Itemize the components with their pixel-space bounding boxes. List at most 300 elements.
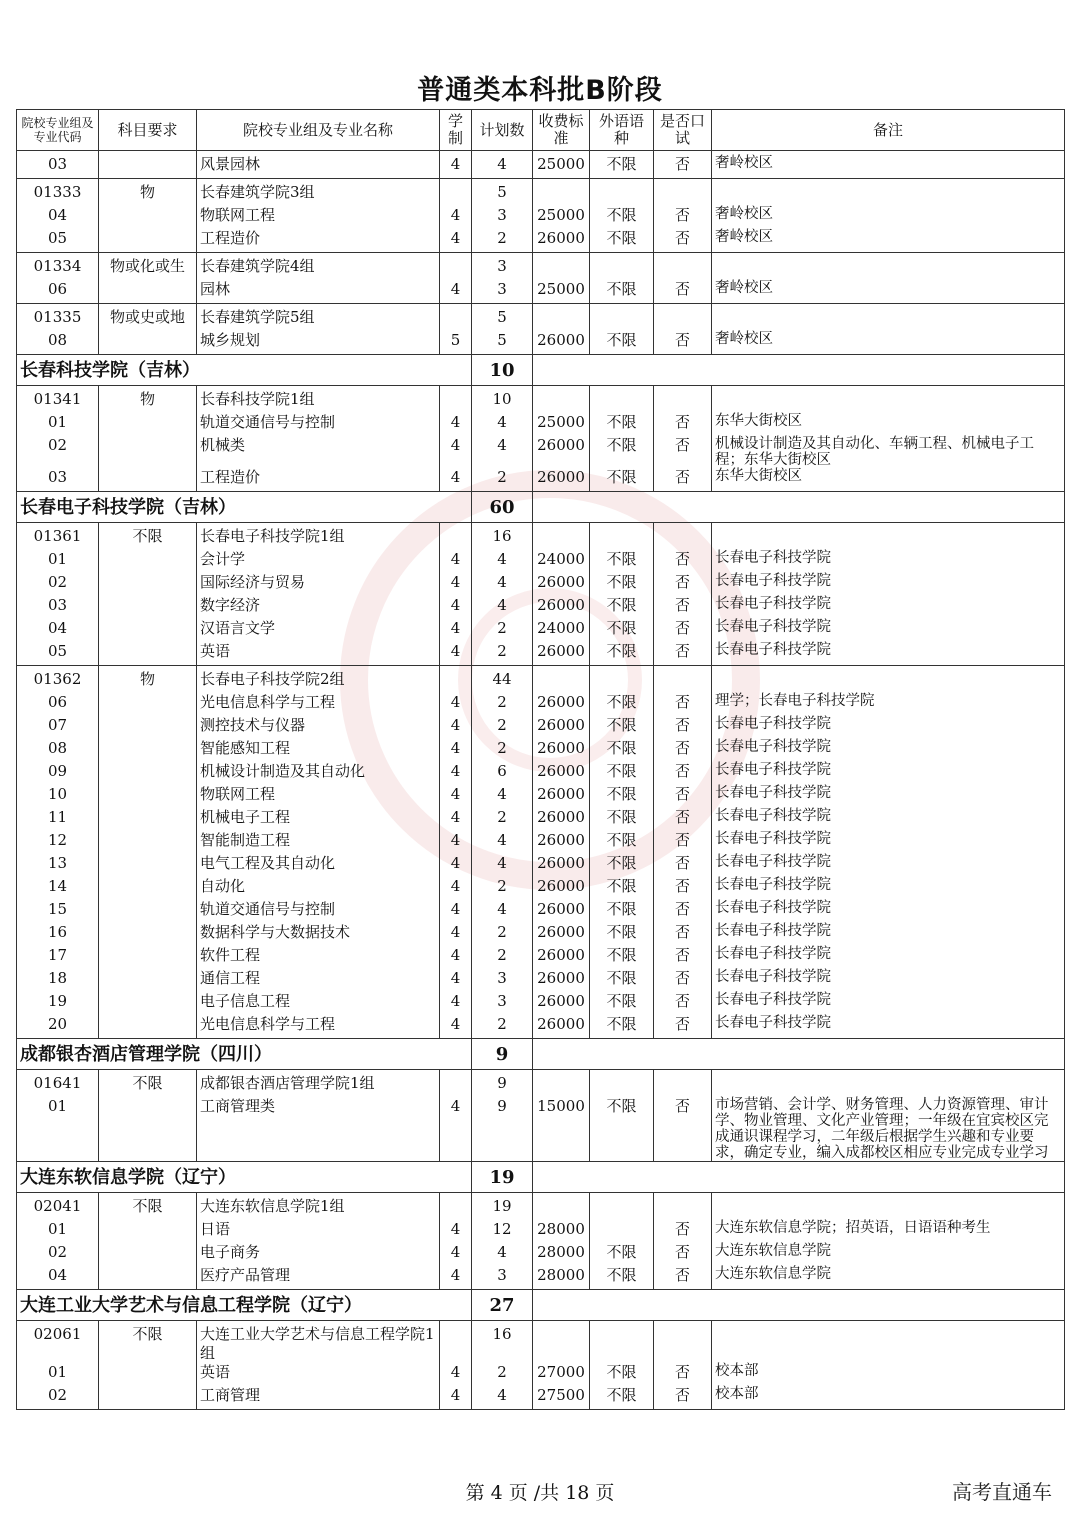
name-cell: 数据科学与大数据技术 [197, 923, 440, 946]
remark-cell: 长春电子科技学院 [712, 619, 1065, 642]
years-cell: 4 [440, 693, 472, 716]
plan-cell: 5 [472, 331, 533, 355]
name-cell: 城乡规划 [197, 331, 440, 355]
name-cell: 长春建筑学院4组 [197, 253, 440, 281]
name-cell: 机械设计制造及其自动化 [197, 762, 440, 785]
name-cell: 国际经济与贸易 [197, 573, 440, 596]
subject-cell [99, 831, 197, 854]
plan-cell: 2 [472, 693, 533, 716]
code-cell: 08 [17, 739, 99, 762]
subject-cell [99, 1243, 197, 1266]
code-cell: 08 [17, 331, 99, 355]
fee-cell [533, 666, 590, 694]
remark-cell [712, 1070, 1065, 1098]
subject-cell: 不限 [99, 523, 197, 551]
remark-cell: 大连东软信息学院；招英语，日语语种考生 [712, 1220, 1065, 1243]
name-cell: 工商管理类 [197, 1097, 440, 1162]
oral-cell: 否 [654, 596, 712, 619]
fee-cell: 27500 [533, 1386, 590, 1410]
plan-cell: 4 [472, 1386, 533, 1410]
remark-cell: 长春电子科技学院 [712, 877, 1065, 900]
remark-cell: 东华大街校区 [712, 413, 1065, 436]
fee-cell: 27000 [533, 1363, 590, 1386]
oral-cell: 否 [654, 1220, 712, 1243]
name-cell: 大连东软信息学院1组 [197, 1193, 440, 1221]
lang-cell [590, 1321, 654, 1364]
fee-cell: 26000 [533, 762, 590, 785]
name-cell: 智能感知工程 [197, 739, 440, 762]
lang-cell [590, 523, 654, 551]
lang-cell: 不限 [590, 923, 654, 946]
fee-cell: 26000 [533, 992, 590, 1015]
fee-cell: 26000 [533, 808, 590, 831]
plan-cell: 3 [472, 969, 533, 992]
years-cell: 4 [440, 946, 472, 969]
name-cell: 汉语言文学 [197, 619, 440, 642]
subject-cell [99, 992, 197, 1015]
page-number: 第 4 页 /共 18 页 [465, 1482, 615, 1504]
university-plan: 9 [472, 1039, 533, 1070]
remark-cell: 长春电子科技学院 [712, 573, 1065, 596]
plan-cell: 2 [472, 808, 533, 831]
years-cell: 4 [440, 877, 472, 900]
name-cell: 风景园林 [197, 151, 440, 179]
code-cell: 16 [17, 923, 99, 946]
fee-cell [533, 253, 590, 281]
fee-cell: 24000 [533, 619, 590, 642]
subject-cell [99, 693, 197, 716]
subject-cell [99, 1266, 197, 1290]
subject-cell [99, 877, 197, 900]
subject-cell [99, 642, 197, 666]
subject-cell [99, 969, 197, 992]
years-cell: 4 [440, 854, 472, 877]
code-cell: 02 [17, 1386, 99, 1410]
major-row [17, 1363, 1065, 1386]
plan-cell: 44 [472, 666, 533, 694]
plan-cell: 5 [472, 179, 533, 207]
remark-cell [712, 523, 1065, 551]
subject-cell [99, 1015, 197, 1039]
oral-cell [654, 523, 712, 551]
major-row [17, 206, 1065, 229]
oral-cell: 否 [654, 739, 712, 762]
university-name: 成都银杏酒店管理学院（四川） [17, 1039, 472, 1070]
header-subject: 科目要求 [99, 110, 197, 151]
remark-cell: 校本部 [712, 1386, 1065, 1410]
name-cell: 园林 [197, 280, 440, 304]
subject-cell [99, 900, 197, 923]
oral-cell: 否 [654, 716, 712, 739]
lang-cell: 不限 [590, 468, 654, 492]
fee-cell: 26000 [533, 946, 590, 969]
header-fee: 收费标准 [533, 110, 590, 151]
lang-cell: 不限 [590, 280, 654, 304]
header-remark: 备注 [712, 110, 1065, 151]
name-cell: 长春建筑学院5组 [197, 304, 440, 332]
subject-cell [99, 739, 197, 762]
major-row [17, 831, 1065, 854]
lang-cell: 不限 [590, 436, 654, 468]
years-cell: 4 [440, 206, 472, 229]
name-cell: 数字经济 [197, 596, 440, 619]
subject-cell [99, 946, 197, 969]
lang-cell: 不限 [590, 1097, 654, 1162]
oral-cell: 否 [654, 693, 712, 716]
oral-cell: 否 [654, 877, 712, 900]
lang-cell: 不限 [590, 762, 654, 785]
plan-cell: 4 [472, 785, 533, 808]
name-cell: 软件工程 [197, 946, 440, 969]
plan-cell: 3 [472, 992, 533, 1015]
name-cell: 长春建筑学院3组 [197, 179, 440, 207]
oral-cell: 否 [654, 229, 712, 253]
name-cell: 长春电子科技学院1组 [197, 523, 440, 551]
plan-cell: 9 [472, 1070, 533, 1098]
years-cell: 5 [440, 331, 472, 355]
fee-cell [533, 179, 590, 207]
code-cell: 03 [17, 151, 99, 179]
lang-cell: 不限 [590, 619, 654, 642]
lang-cell: 不限 [590, 739, 654, 762]
oral-cell [654, 1321, 712, 1364]
oral-cell: 否 [654, 1386, 712, 1410]
years-cell: 4 [440, 1266, 472, 1290]
name-cell: 测控技术与仪器 [197, 716, 440, 739]
code-cell: 06 [17, 280, 99, 304]
code-cell: 01335 [17, 304, 99, 332]
subject-cell: 不限 [99, 1070, 197, 1098]
name-cell: 轨道交通信号与控制 [197, 413, 440, 436]
years-cell: 4 [440, 151, 472, 179]
code-cell: 04 [17, 206, 99, 229]
name-cell: 会计学 [197, 550, 440, 573]
years-cell: 4 [440, 808, 472, 831]
years-cell: 4 [440, 1363, 472, 1386]
group-row [17, 666, 1065, 694]
plan-cell: 2 [472, 642, 533, 666]
fee-cell: 28000 [533, 1266, 590, 1290]
major-row [17, 229, 1065, 253]
name-cell: 电气工程及其自动化 [197, 854, 440, 877]
plan-cell: 4 [472, 573, 533, 596]
plan-cell: 2 [472, 468, 533, 492]
name-cell: 光电信息科学与工程 [197, 1015, 440, 1039]
code-cell: 12 [17, 831, 99, 854]
code-cell: 05 [17, 229, 99, 253]
lang-cell: 不限 [590, 642, 654, 666]
lang-cell: 不限 [590, 693, 654, 716]
table-header-row [17, 110, 1065, 151]
subject-cell: 物或化或生 [99, 253, 197, 281]
table-body [17, 151, 1065, 1410]
years-cell: 4 [440, 1015, 472, 1039]
remark-cell: 长春电子科技学院 [712, 739, 1065, 762]
university-row [17, 1162, 1065, 1193]
name-cell: 轨道交通信号与控制 [197, 900, 440, 923]
lang-cell [590, 179, 654, 207]
years-cell [440, 304, 472, 332]
plan-cell: 4 [472, 900, 533, 923]
plan-cell: 2 [472, 923, 533, 946]
major-row [17, 1386, 1065, 1410]
years-cell: 4 [440, 785, 472, 808]
plan-cell: 6 [472, 762, 533, 785]
subject-cell [99, 151, 197, 179]
oral-cell: 否 [654, 854, 712, 877]
code-cell: 03 [17, 596, 99, 619]
remark-cell: 大连东软信息学院 [712, 1266, 1065, 1290]
code-cell: 01 [17, 1220, 99, 1243]
university-row-blank [533, 1162, 1065, 1193]
university-plan: 10 [472, 355, 533, 386]
fee-cell [533, 1070, 590, 1098]
oral-cell: 否 [654, 1015, 712, 1039]
lang-cell [590, 1070, 654, 1098]
major-row [17, 854, 1065, 877]
remark-cell: 长春电子科技学院 [712, 785, 1065, 808]
subject-cell [99, 596, 197, 619]
fee-cell: 26000 [533, 831, 590, 854]
lang-cell: 不限 [590, 1386, 654, 1410]
name-cell: 电子信息工程 [197, 992, 440, 1015]
name-cell: 物联网工程 [197, 785, 440, 808]
remark-cell [712, 304, 1065, 332]
group-row [17, 304, 1065, 332]
code-cell: 01 [17, 1363, 99, 1386]
remark-cell: 机械设计制造及其自动化、车辆工程、机械电子工程；东华大街校区 [712, 436, 1065, 468]
remark-cell: 长春电子科技学院 [712, 923, 1065, 946]
group-row [17, 179, 1065, 207]
major-row [17, 1015, 1065, 1039]
university-row-blank [533, 1039, 1065, 1070]
code-cell: 10 [17, 785, 99, 808]
university-plan: 27 [472, 1290, 533, 1321]
subject-cell [99, 762, 197, 785]
years-cell: 4 [440, 923, 472, 946]
remark-cell: 长春电子科技学院 [712, 716, 1065, 739]
lang-cell [590, 253, 654, 281]
lang-cell: 不限 [590, 1015, 654, 1039]
university-name: 大连东软信息学院（辽宁） [17, 1162, 472, 1193]
lang-cell: 不限 [590, 946, 654, 969]
oral-cell: 否 [654, 331, 712, 355]
years-cell: 4 [440, 642, 472, 666]
years-cell: 4 [440, 619, 472, 642]
plan-cell: 2 [472, 619, 533, 642]
header-code: 院校专业组及专业代码 [17, 110, 99, 151]
remark-cell: 理学；长春电子科技学院 [712, 693, 1065, 716]
subject-cell: 不限 [99, 1193, 197, 1221]
major-row [17, 280, 1065, 304]
plan-cell: 4 [472, 436, 533, 468]
code-cell: 02041 [17, 1193, 99, 1221]
plan-cell: 16 [472, 523, 533, 551]
subject-cell [99, 468, 197, 492]
name-cell: 长春科技学院1组 [197, 386, 440, 414]
plan-cell: 4 [472, 413, 533, 436]
lang-cell: 不限 [590, 854, 654, 877]
major-row [17, 762, 1065, 785]
major-row [17, 1220, 1065, 1243]
code-cell: 05 [17, 642, 99, 666]
remark-cell: 奢岭校区 [712, 151, 1065, 179]
subject-cell: 不限 [99, 1321, 197, 1364]
subject-cell [99, 854, 197, 877]
years-cell: 4 [440, 716, 472, 739]
subject-cell [99, 619, 197, 642]
major-row [17, 808, 1065, 831]
university-row [17, 1039, 1065, 1070]
lang-cell: 不限 [590, 877, 654, 900]
oral-cell: 否 [654, 946, 712, 969]
university-row [17, 355, 1065, 386]
university-row-blank [533, 1290, 1065, 1321]
oral-cell: 否 [654, 808, 712, 831]
fee-cell: 15000 [533, 1097, 590, 1162]
code-cell: 07 [17, 716, 99, 739]
plan-cell: 2 [472, 946, 533, 969]
code-cell: 20 [17, 1015, 99, 1039]
plan-cell: 3 [472, 253, 533, 281]
plan-cell: 2 [472, 1015, 533, 1039]
brand-label: 高考直通车 [952, 1480, 1052, 1504]
lang-cell [590, 666, 654, 694]
lang-cell [590, 304, 654, 332]
fee-cell: 26000 [533, 923, 590, 946]
major-row [17, 596, 1065, 619]
oral-cell: 否 [654, 413, 712, 436]
code-cell: 02 [17, 1243, 99, 1266]
major-row [17, 619, 1065, 642]
university-row-blank [533, 355, 1065, 386]
years-cell: 4 [440, 900, 472, 923]
subject-cell [99, 229, 197, 253]
plan-cell: 5 [472, 304, 533, 332]
header-oral: 是否口试 [654, 110, 712, 151]
page-title: 普通类本科批B阶段 [417, 75, 663, 106]
fee-cell: 24000 [533, 550, 590, 573]
remark-cell [712, 253, 1065, 281]
fee-cell: 26000 [533, 969, 590, 992]
remark-cell: 长春电子科技学院 [712, 642, 1065, 666]
years-cell: 4 [440, 1243, 472, 1266]
code-cell: 01341 [17, 386, 99, 414]
subject-cell [99, 550, 197, 573]
lang-cell: 不限 [590, 831, 654, 854]
code-cell: 02 [17, 436, 99, 468]
subject-cell [99, 1386, 197, 1410]
code-cell: 02 [17, 573, 99, 596]
lang-cell: 不限 [590, 1363, 654, 1386]
code-cell: 19 [17, 992, 99, 1015]
subject-cell: 物 [99, 386, 197, 414]
lang-cell: 不限 [590, 596, 654, 619]
name-cell: 大连工业大学艺术与信息工程学院1组 [197, 1321, 440, 1364]
university-plan: 60 [472, 492, 533, 523]
lang-cell: 不限 [590, 151, 654, 179]
fee-cell [533, 1321, 590, 1364]
fee-cell: 26000 [533, 1015, 590, 1039]
major-row [17, 573, 1065, 596]
lang-cell [590, 386, 654, 414]
plan-cell: 3 [472, 1266, 533, 1290]
major-row [17, 785, 1065, 808]
code-cell: 18 [17, 969, 99, 992]
subject-cell [99, 436, 197, 468]
fee-cell: 25000 [533, 151, 590, 179]
years-cell [440, 253, 472, 281]
years-cell: 4 [440, 229, 472, 253]
oral-cell: 否 [654, 969, 712, 992]
remark-cell: 市场营销、会计学、财务管理、人力资源管理、审计学、物业管理、文化产业管理；一年级在宜宾校区完成通识课程学习，二年级后根据学生兴趣和专业要求，确定专业，编入成都校区相应专业完成专业学习 [712, 1097, 1065, 1162]
years-cell: 4 [440, 1097, 472, 1162]
plan-cell: 2 [472, 1363, 533, 1386]
name-cell: 机械类 [197, 436, 440, 468]
oral-cell [654, 1070, 712, 1098]
remark-cell: 奢岭校区 [712, 331, 1065, 355]
plan-cell: 2 [472, 739, 533, 762]
years-cell [440, 1321, 472, 1364]
fee-cell: 26000 [533, 596, 590, 619]
fee-cell [533, 1193, 590, 1221]
remark-cell: 长春电子科技学院 [712, 808, 1065, 831]
oral-cell [654, 1193, 712, 1221]
oral-cell: 否 [654, 1363, 712, 1386]
subject-cell [99, 808, 197, 831]
oral-cell: 否 [654, 206, 712, 229]
code-cell: 04 [17, 1266, 99, 1290]
plan-cell: 4 [472, 1243, 533, 1266]
fee-cell: 26000 [533, 468, 590, 492]
name-cell: 工程造价 [197, 229, 440, 253]
header-years: 学制 [440, 110, 472, 151]
fee-cell: 26000 [533, 331, 590, 355]
fee-cell: 25000 [533, 206, 590, 229]
major-row [17, 946, 1065, 969]
years-cell [440, 1070, 472, 1098]
plan-cell: 2 [472, 229, 533, 253]
oral-cell: 否 [654, 1097, 712, 1162]
header-name: 院校专业组及专业名称 [197, 110, 440, 151]
fee-cell: 28000 [533, 1243, 590, 1266]
major-row [17, 969, 1065, 992]
group-row [17, 253, 1065, 281]
years-cell: 4 [440, 436, 472, 468]
oral-cell: 否 [654, 831, 712, 854]
subject-cell [99, 280, 197, 304]
name-cell: 日语 [197, 1220, 440, 1243]
subject-cell: 物 [99, 179, 197, 207]
header-plan: 计划数 [472, 110, 533, 151]
years-cell: 4 [440, 969, 472, 992]
code-cell: 13 [17, 854, 99, 877]
remark-cell: 长春电子科技学院 [712, 762, 1065, 785]
code-cell: 01362 [17, 666, 99, 694]
name-cell: 物联网工程 [197, 206, 440, 229]
oral-cell: 否 [654, 762, 712, 785]
code-cell: 17 [17, 946, 99, 969]
years-cell: 4 [440, 468, 472, 492]
code-cell: 09 [17, 762, 99, 785]
admission-table [16, 109, 1065, 1410]
oral-cell: 否 [654, 992, 712, 1015]
oral-cell: 否 [654, 900, 712, 923]
oral-cell: 否 [654, 923, 712, 946]
remark-cell [712, 386, 1065, 414]
fee-cell [533, 386, 590, 414]
remark-cell: 长春电子科技学院 [712, 992, 1065, 1015]
